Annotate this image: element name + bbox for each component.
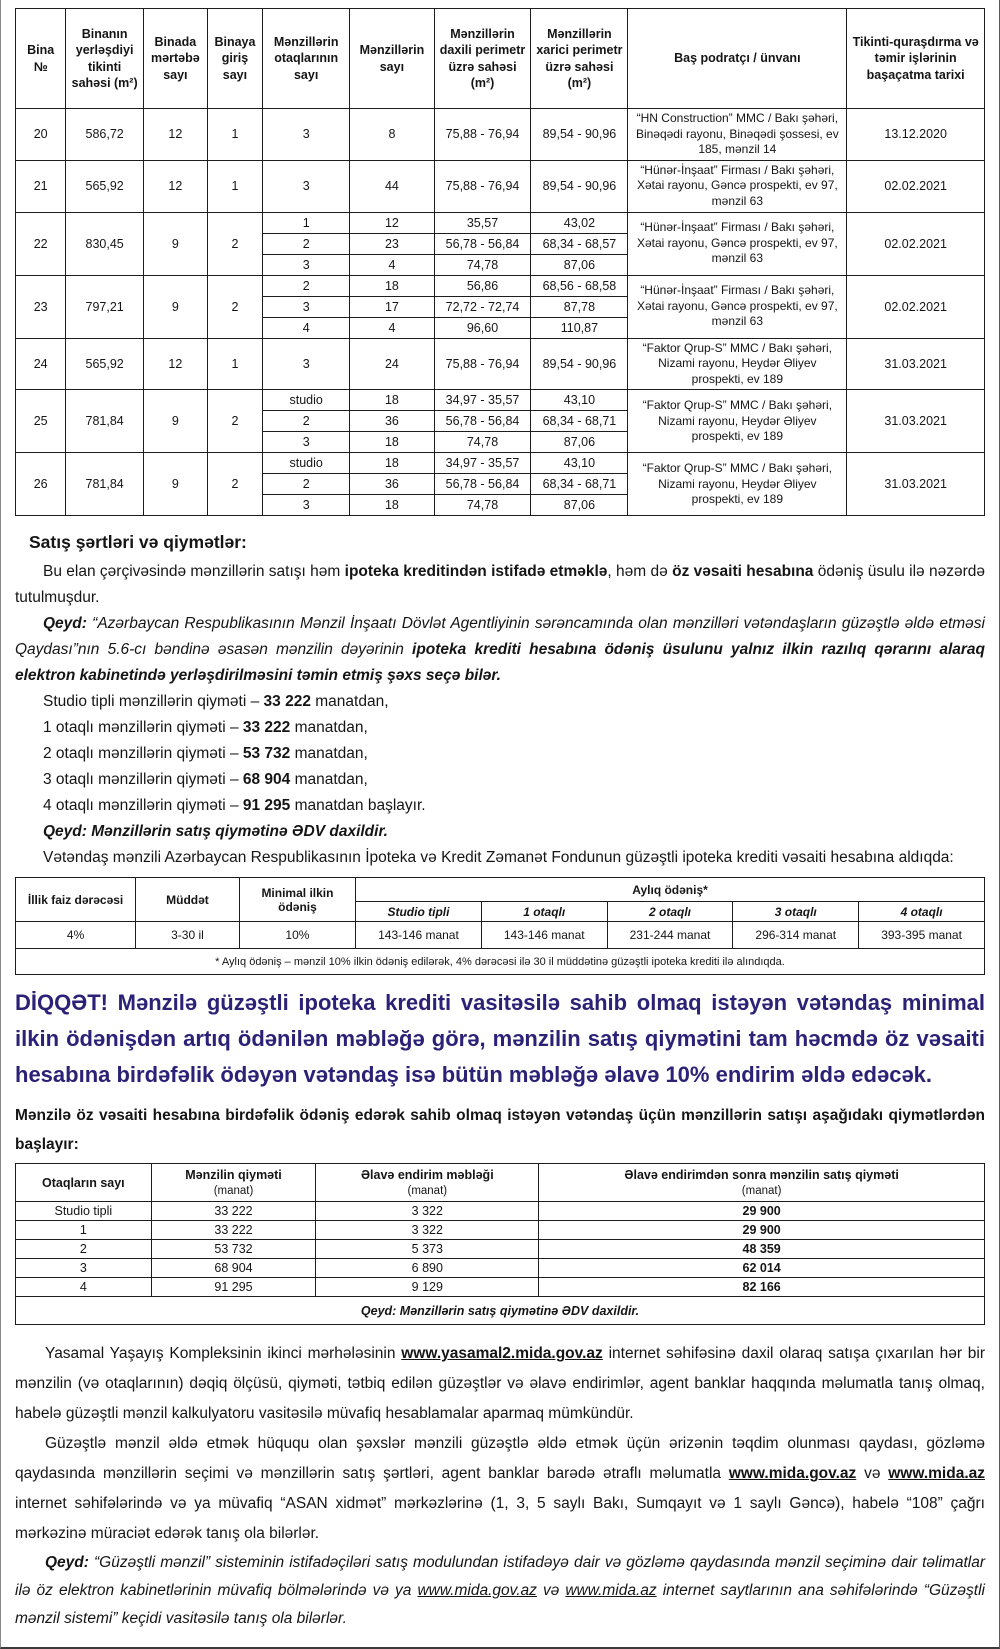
outer-perimeter-cell: 87,06	[531, 495, 628, 516]
subheader-1room: 1 otaqlı	[481, 902, 607, 922]
header-rooms: Mənzillərin otaqlarının sayı	[263, 9, 350, 109]
outer-perimeter-cell: 89,54 - 90,96	[531, 160, 628, 212]
apts-cell: 44	[350, 160, 434, 212]
discount-cell: 9 129	[316, 1278, 539, 1297]
mortgage-footnote: * Aylıq ödəniş – mənzil 10% ilkin ödəniş edilərək, 4% dərəcəsi ilə 30 il müddətinə güzəştli ipoteka krediti ilə alındıqda.	[16, 949, 985, 975]
apts-cell: 18	[350, 495, 434, 516]
text-run: manatdan,	[290, 771, 368, 789]
rooms-cell: 3	[263, 254, 350, 275]
header-label: Əlavə endirimdən sonra mənzilin satış qiyməti	[624, 1168, 899, 1183]
apts-cell: 18	[350, 432, 434, 453]
price-line-1room	[15, 715, 985, 741]
price-cell: 91 295	[151, 1278, 316, 1297]
apts-cell: 18	[350, 390, 434, 411]
outer-perimeter-cell: 87,06	[531, 432, 628, 453]
price-line-2room	[15, 741, 985, 767]
area-cell: 781,84	[66, 390, 144, 453]
outer-perimeter-cell: 89,54 - 90,96	[531, 338, 628, 390]
contractor-cell: “Faktor Qrup-S” MMC / Bakı şəhəri, Nizami rayonu, Heydər Əliyev prospekti, ev 189	[628, 390, 847, 453]
discount-table	[15, 1163, 985, 1325]
subheader-3room: 3 otaqlı	[733, 902, 859, 922]
header-extra-discount	[316, 1164, 539, 1202]
entrances-cell: 2	[207, 275, 262, 338]
text-run-bold: öz vəsaiti hesabına	[672, 563, 814, 581]
header-annual-rate: İllik faiz dərəcəsi	[16, 878, 136, 922]
price-line-3room	[15, 767, 985, 793]
entrances-cell: 2	[207, 453, 262, 516]
inner-perimeter-cell: 72,72 - 72,74	[434, 296, 531, 317]
header-contractor: Baş podratçı / ünvanı	[628, 9, 847, 109]
mida-url-link: www.mida.az	[565, 1582, 657, 1600]
apts-cell: 18	[350, 453, 434, 474]
room-count-cell: 1	[16, 1221, 152, 1240]
bina-no-cell: 24	[16, 338, 66, 390]
area-cell: 781,84	[66, 453, 144, 516]
final-price-cell: 48 359	[539, 1240, 985, 1259]
header-apartments: Mənzillərin sayı	[350, 9, 434, 109]
rooms-cell: 3	[263, 338, 350, 390]
inner-perimeter-cell: 34,97 - 35,57	[434, 390, 531, 411]
footer-text-block	[15, 1339, 985, 1633]
contractor-cell: “Hünər-İnşaat” Firması / Bakı şəhəri, Xətai rayonu, Gəncə prospekti, ev 97, mənzil 63	[628, 275, 847, 338]
header-min-initial-payment: Minimal ilkin ödəniş	[239, 878, 355, 922]
building-row-26	[16, 453, 985, 474]
monthly-studio-cell: 143-146 manat	[356, 922, 482, 949]
monthly-2room-cell: 231-244 manat	[607, 922, 733, 949]
bina-no-cell: 22	[16, 212, 66, 275]
text-run: 3 otaqlı mənzillərin qiyməti –	[43, 771, 243, 789]
room-count-cell: 2	[16, 1240, 152, 1259]
floors-cell: 12	[143, 338, 207, 390]
apts-cell: 4	[350, 254, 434, 275]
entrances-cell: 2	[207, 212, 262, 275]
building-row-24	[16, 338, 985, 390]
yasamal2-url-link: www.yasamal2.mida.gov.az	[401, 1345, 603, 1363]
inner-perimeter-cell: 74,78	[434, 495, 531, 516]
buildings-header-row	[16, 9, 985, 109]
inner-perimeter-cell: 56,78 - 56,84	[434, 233, 531, 254]
header-unit: (manat)	[407, 1184, 448, 1197]
rooms-cell: studio	[263, 453, 350, 474]
header-label: Əlavə endirim məbləği	[360, 1168, 494, 1183]
inner-perimeter-cell: 74,78	[434, 254, 531, 275]
text-run: , həm də	[607, 563, 673, 581]
header-label: Mənzilin qiyməti	[185, 1168, 282, 1183]
inner-perimeter-cell: 74,78	[434, 432, 531, 453]
completion-date-cell: 31.03.2021	[847, 338, 985, 390]
price-cell: 33 222	[151, 1221, 316, 1240]
area-cell: 586,72	[66, 109, 144, 161]
building-row-23	[16, 275, 985, 296]
price-value: 91 295	[242, 797, 291, 815]
outer-perimeter-cell: 68,34 - 68,71	[531, 474, 628, 495]
rooms-cell: 4	[263, 317, 350, 338]
qeyd-vat-note: Qeyd: Mənzillərin satış qiymətinə ƏDV daxildir.	[43, 823, 388, 841]
rooms-cell: 3	[263, 109, 350, 161]
inner-perimeter-cell: 96,60	[434, 317, 531, 338]
apts-cell: 18	[350, 275, 434, 296]
text-run: internet saytlarının ana səhifələrində “Güzəştli mənzil sistemi” keçidi vasitəsilə tanış ola bilərlər.	[15, 1582, 985, 1628]
room-count-cell: Studio tipli	[16, 1202, 152, 1221]
discount-vat-note: Qeyd: Mənzillərin satış qiymətinə ƏDV daxildir.	[16, 1297, 985, 1325]
subheader-2room: 2 otaqlı	[607, 902, 733, 922]
text-run: 2 otaqlı mənzillərin qiyməti –	[43, 745, 243, 763]
price-value: 33 222	[263, 693, 311, 711]
price-value: 68 904	[242, 771, 291, 789]
text-run-bold: ipoteka kreditindən istifadə etməklə	[344, 563, 608, 581]
apts-cell: 24	[350, 338, 434, 390]
text-run: 1 otaqlı mənzillərin qiyməti –	[43, 719, 243, 737]
completion-date-cell: 02.02.2021	[847, 212, 985, 275]
completion-date-cell: 13.12.2020	[847, 109, 985, 161]
outer-perimeter-cell: 68,34 - 68,57	[531, 233, 628, 254]
price-line-4room	[15, 793, 985, 819]
entrances-cell: 1	[207, 338, 262, 390]
apts-cell: 36	[350, 411, 434, 432]
outer-perimeter-cell: 43,02	[531, 212, 628, 233]
text-run: internet səhifəsinə daxil olaraq satışa çıxarılan hər bir mənzilin (və otaqlarının) dəqiq ölçüsü, qiyməti, tətbiq edilən güzəştlər və əlavə endirimlər, agent banklar haqqında məlumatla tanış olmaq, habelə güzəştli mənzil kalkulyatoru vasitəsilə müvafiq hesablamalar aparmaq mümkündür.	[15, 1345, 985, 1423]
area-cell: 565,92	[66, 160, 144, 212]
qeyd-label: Qeyd:	[43, 615, 93, 633]
text-run: ödəniş üsulu ilə nəzərdə tutulmuşdur.	[15, 563, 985, 607]
paragraph-sale-methods	[15, 559, 985, 611]
text-run: manatdan başlayır.	[290, 797, 426, 815]
term-cell: 3-30 il	[136, 922, 240, 949]
rooms-cell: 2	[263, 233, 350, 254]
final-price-cell: 29 900	[539, 1202, 985, 1221]
entrances-cell: 1	[207, 160, 262, 212]
text-run: “Güzəştli mənzil” sisteminin istifadəçiləri satış modulundan istifadəyə dair və gözləmə qaydasında mənzil seçiminə dair təlimatlar ilə öz elektron kabinetlərinin müvafiq bölmələrində və ya	[15, 1554, 986, 1600]
final-price-cell: 82 166	[539, 1278, 985, 1297]
text-run: manatdan,	[290, 719, 368, 737]
bina-no-cell: 23	[16, 275, 66, 338]
header-area: Binanın yerləşdiyi tikinti sahəsi (m²)	[66, 9, 144, 109]
discount-header-row	[16, 1164, 985, 1202]
header-entrances: Binaya giriş sayı	[207, 9, 262, 109]
text-run: Studio tipli mənzillərin qiyməti –	[43, 693, 264, 711]
text-run: və	[536, 1582, 566, 1600]
mortgage-data-row	[16, 922, 985, 949]
outer-perimeter-cell: 68,34 - 68,71	[531, 411, 628, 432]
completion-date-cell: 02.02.2021	[847, 160, 985, 212]
monthly-3room-cell: 296-314 manat	[733, 922, 859, 949]
inner-perimeter-cell: 34,97 - 35,57	[434, 453, 531, 474]
monthly-1room-cell: 143-146 manat	[481, 922, 607, 949]
outer-perimeter-cell: 43,10	[531, 453, 628, 474]
inner-perimeter-cell: 56,86	[434, 275, 531, 296]
discount-row-2	[16, 1240, 985, 1259]
paragraph-qeyd-regulation	[15, 611, 985, 689]
qeyd-label: Qeyd:	[45, 1554, 94, 1572]
paragraph-yasamal-website	[15, 1339, 985, 1429]
rooms-cell: 2	[263, 411, 350, 432]
bina-no-cell: 21	[16, 160, 66, 212]
attention-notice: DİQQƏT! Mənzilə güzəştli ipoteka krediti vasitəsilə sahib olmaq istəyən vətəndaş minimal ilkin ödənişdən artıq ödənilən məbləğə görə, mənzilin satış qiymətini tam həcmdə öz vəsaiti hesabına birdəfəlik ödəyən vətəndaş isə bütün məbləğə əlavə 10% endirim əldə edəcək.	[15, 990, 985, 1088]
price-value: 53 732	[242, 745, 291, 763]
rooms-cell: 3	[263, 432, 350, 453]
building-row-20	[16, 109, 985, 161]
floors-cell: 9	[143, 390, 207, 453]
text-run: Yasamal Yaşayış Kompleksinin ikinci mərhələsinin	[45, 1345, 402, 1363]
mida-url-link: www.mida.az	[888, 1465, 986, 1483]
paragraph-qeyd-system-guide	[15, 1549, 985, 1633]
header-room-count	[16, 1164, 152, 1202]
area-cell: 797,21	[66, 275, 144, 338]
apts-cell: 8	[350, 109, 434, 161]
header-completion-date: Tikinti-quraşdırma və təmir işlərinin başaçatma tarixi	[847, 9, 985, 109]
bina-no-cell: 20	[16, 109, 66, 161]
outer-perimeter-cell: 89,54 - 90,96	[531, 109, 628, 161]
text-run: və	[856, 1465, 889, 1483]
paragraph-cash-purchase-intro: Mənzilə öz vəsaiti hesabına birdəfəlik ödəniş edərək sahib olmaq istəyən vətəndaş üçün mənzillərin satışı aşağıdakı qiymətlərdən başlayır:	[15, 1107, 985, 1154]
rooms-cell: 2	[263, 474, 350, 495]
building-row-25	[16, 390, 985, 411]
apts-cell: 23	[350, 233, 434, 254]
header-unit: (manat)	[741, 1184, 782, 1197]
text-run: Bu elan çərçivəsində mənzillərin satışı həm	[43, 563, 345, 581]
header-bina-no: Bina №	[16, 9, 66, 109]
discount-row-4	[16, 1278, 985, 1297]
price-cell: 33 222	[151, 1202, 316, 1221]
rate-cell: 4%	[16, 922, 136, 949]
header-apartment-price	[151, 1164, 316, 1202]
contractor-cell: “Hünər-İnşaat” Firması / Bakı şəhəri, Xətai rayonu, Gəncə prospekti, ev 97, mənzil 63	[628, 160, 847, 212]
rooms-cell: 3	[263, 160, 350, 212]
discount-cell: 3 322	[316, 1221, 539, 1240]
entrances-cell: 2	[207, 390, 262, 453]
paragraph-eligible-persons	[15, 1429, 985, 1549]
apts-cell: 12	[350, 212, 434, 233]
floors-cell: 12	[143, 109, 207, 161]
apts-cell: 36	[350, 474, 434, 495]
subheader-studio: Studio tipli	[356, 902, 482, 922]
inner-perimeter-cell: 75,88 - 76,94	[434, 338, 531, 390]
rooms-cell: 2	[263, 275, 350, 296]
floors-cell: 9	[143, 275, 207, 338]
rooms-cell: studio	[263, 390, 350, 411]
inner-perimeter-cell: 56,78 - 56,84	[434, 411, 531, 432]
price-value: 33 222	[242, 719, 291, 737]
text-run: Güzəştlə mənzil əldə etmək hüququ olan şəxslər mənzili güzəştlə əldə etmək üçün ərizənin təqdim olunması qaydası, gözləmə qaydasında mənzillərin seçimi və mənzillərin satış şərtləri, agent banklar barədə ətraflı məlumatla	[15, 1435, 985, 1483]
text-run: manatdan,	[290, 745, 368, 763]
mortgage-table	[15, 877, 985, 975]
outer-perimeter-cell: 87,78	[531, 296, 628, 317]
price-cell: 53 732	[151, 1240, 316, 1259]
room-count-cell: 3	[16, 1259, 152, 1278]
subheader-4room: 4 otaqlı	[859, 902, 985, 922]
building-row-22	[16, 212, 985, 233]
price-cell: 68 904	[151, 1259, 316, 1278]
floors-cell: 9	[143, 212, 207, 275]
discount-row-1	[16, 1221, 985, 1240]
entrances-cell: 1	[207, 109, 262, 161]
contractor-cell: “Hünər-İnşaat” Firması / Bakı şəhəri, Xətai rayonu, Gəncə prospekti, ev 97, mənzil 63	[628, 212, 847, 275]
completion-date-cell: 31.03.2021	[847, 453, 985, 516]
discount-footer-row	[16, 1297, 985, 1325]
apts-cell: 17	[350, 296, 434, 317]
completion-date-cell: 31.03.2021	[847, 390, 985, 453]
text-run: manatdan,	[310, 693, 389, 711]
floors-cell: 9	[143, 453, 207, 516]
rooms-cell: 3	[263, 495, 350, 516]
mida-gov-url-link: www.mida.gov.az	[417, 1582, 537, 1600]
price-line-studio	[15, 689, 985, 715]
paragraph-mortgage-intro: Vətəndaş mənzili Azərbaycan Respublikasının İpoteka və Kredit Zəmanət Fondunun güzəştli ipoteka krediti vəsaiti hesabına aldıqda:	[43, 849, 954, 867]
text-run-bold: ipoteka krediti hesabına ödəniş üsulunu yalnız ilkin razılıq qərarını alaraq elektron kabinetində yerləşdirilməsini təmin etmiş şəxs seçə bilər.	[15, 641, 985, 685]
outer-perimeter-cell: 87,06	[531, 254, 628, 275]
header-monthly-payment: Aylıq ödəniş*	[356, 878, 985, 902]
discount-cell: 5 373	[316, 1240, 539, 1259]
outer-perimeter-cell: 68,56 - 68,58	[531, 275, 628, 296]
contractor-cell: “Faktor Qrup-S” MMC / Bakı şəhəri, Nizami rayonu, Heydər Əliyev prospekti, ev 189	[628, 338, 847, 390]
discount-cell: 3 322	[316, 1202, 539, 1221]
inner-perimeter-cell: 56,78 - 56,84	[434, 474, 531, 495]
outer-perimeter-cell: 110,87	[531, 317, 628, 338]
min-payment-cell: 10%	[239, 922, 355, 949]
mortgage-header-row	[16, 878, 985, 902]
completion-date-cell: 02.02.2021	[847, 275, 985, 338]
area-cell: 565,92	[66, 338, 144, 390]
text-run: 4 otaqlı mənzillərin qiyməti –	[43, 797, 243, 815]
header-inner-perimeter: Mənzillərin daxili perimetr üzrə sahəsi (m²)	[434, 9, 531, 109]
inner-perimeter-cell: 35,57	[434, 212, 531, 233]
discount-row-studio	[16, 1202, 985, 1221]
area-cell: 830,45	[66, 212, 144, 275]
mida-gov-url-link: www.mida.gov.az	[728, 1465, 857, 1483]
bina-no-cell: 25	[16, 390, 66, 453]
outer-perimeter-cell: 43,10	[531, 390, 628, 411]
header-price-after-discount	[539, 1164, 985, 1202]
contractor-cell: “Faktor Qrup-S” MMC / Bakı şəhəri, Nizami rayonu, Heydər Əliyev prospekti, ev 189	[628, 453, 847, 516]
final-price-cell: 62 014	[539, 1259, 985, 1278]
header-label: Otaqların sayı	[41, 1175, 125, 1190]
contractor-cell: “HN Construction” MMC / Bakı şəhəri, Binəqədi rayonu, Binəqədi şossesi, ev 185, mənzil 14	[628, 109, 847, 161]
buildings-table	[15, 8, 985, 516]
inner-perimeter-cell: 75,88 - 76,94	[434, 160, 531, 212]
header-outer-perimeter: Mənzillərin xarici perimetr üzrə sahəsi (m²)	[531, 9, 628, 109]
inner-perimeter-cell: 75,88 - 76,94	[434, 109, 531, 161]
rooms-cell: 3	[263, 296, 350, 317]
rooms-cell: 1	[263, 212, 350, 233]
header-term: Müddət	[136, 878, 240, 922]
floors-cell: 12	[143, 160, 207, 212]
sales-terms-heading: Satış şərtləri və qiymətlər:	[29, 532, 247, 553]
room-count-cell: 4	[16, 1278, 152, 1297]
bina-no-cell: 26	[16, 453, 66, 516]
mortgage-footnote-row	[16, 949, 985, 975]
discount-cell: 6 890	[316, 1259, 539, 1278]
text-run: internet səhifələrində və ya müvafiq “ASAN xidmət” mərkəzlərinə (1, 3, 5 saylı Bakı, Sumqayıt və 1 saylı Gəncə), habelə “108” çağrı mərkəzinə müraciət edərək tanış ola bilərlər.	[15, 1495, 985, 1543]
header-floors: Binada mərtəbə sayı	[143, 9, 207, 109]
discount-row-3	[16, 1259, 985, 1278]
final-price-cell: 29 900	[539, 1221, 985, 1240]
header-unit: (manat)	[213, 1184, 254, 1197]
monthly-4room-cell: 393-395 manat	[859, 922, 985, 949]
text-run: “Azərbaycan Respublikasının Mənzil İnşaatı Dövlət Agentliyinin sərəncamında olan mənzilləri vətəndaşların güzəştlə əldə etməsi Qaydası”nın 5.6-cı bəndinə əsasən mənzilin dəyərinin	[15, 615, 985, 659]
apts-cell: 4	[350, 317, 434, 338]
building-row-21	[16, 160, 985, 212]
